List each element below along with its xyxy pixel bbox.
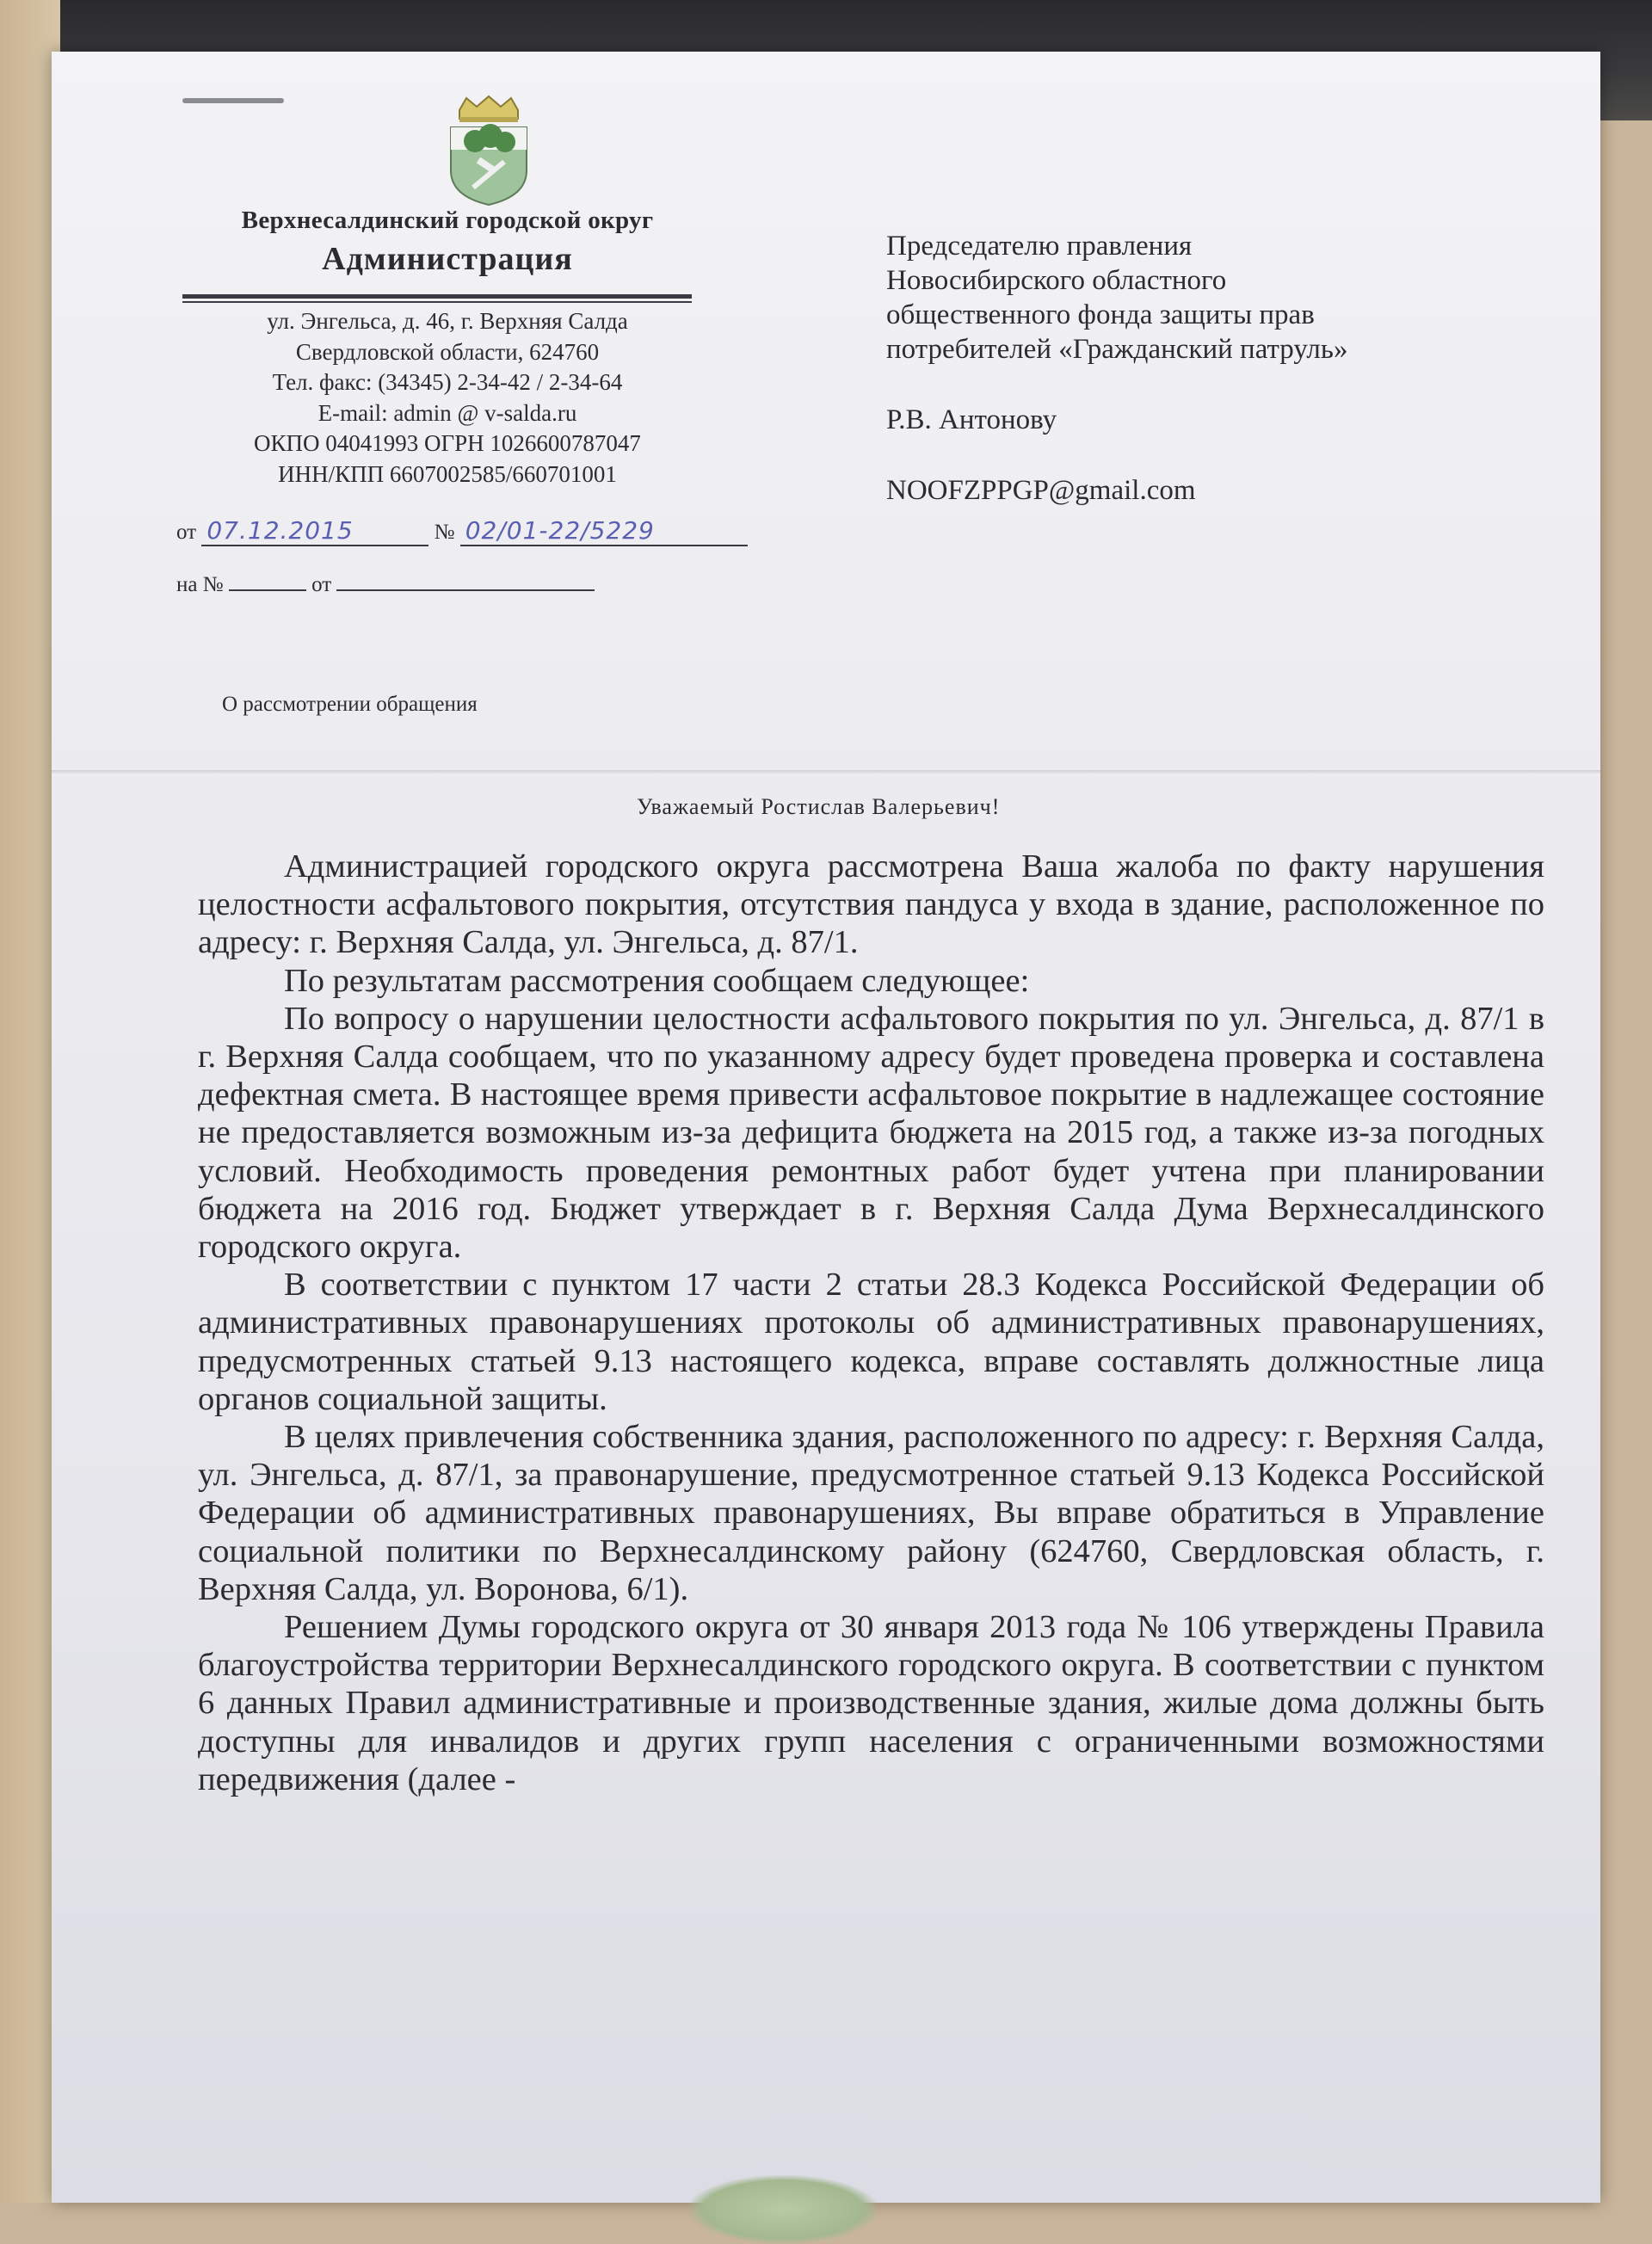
letter-body [198, 848, 1544, 1798]
handwritten-number: 02/01-22/5229 [460, 516, 748, 546]
reference-date-label: от [311, 573, 332, 596]
body-paragraph: По результатам рассмотрения сообщаем следующее: [284, 962, 1030, 999]
letterhead-okrug: Верхнесалдинский городской округ [241, 207, 654, 234]
handwritten-date: 07.12.2015 [201, 516, 428, 546]
paper-fold [52, 770, 1600, 775]
contact-line: ул. Энгельса, д. 46, г. Верхняя Салда [267, 308, 628, 334]
letterhead-rule [182, 294, 692, 299]
registration-line [176, 516, 748, 546]
fingertip [688, 2175, 878, 2244]
contact-line: Свердловской области, 624760 [295, 338, 600, 365]
letterhead-admin: Администрация [322, 241, 573, 277]
contact-line: ИНН/КПП 6607002585/660701001 [278, 460, 617, 487]
reference-number-blank [229, 572, 306, 591]
number-label: № [434, 521, 455, 544]
from-label: от [176, 521, 197, 544]
contact-line: Тел. факс: (34345) 2-34-42 / 2-34-64 [272, 369, 623, 395]
body-paragraph: В соответствии с пунктом 17 части 2 статьи 28.3 Кодекса Российской Федерации об административных правонарушениях протоколы об административных правонарушениях, предусмотренных статьей 9.13 настоящего кодекса, вправе составлять должностные лица органов социальной защиты. [198, 1267, 1544, 1417]
contact-line: E-mail: admin @ v-salda.ru [317, 399, 577, 426]
letterhead-rule-thin [182, 301, 692, 303]
body-paragraph: По вопросу о нарушении целостности асфальтового покрытия по ул. Энгельса, д. 87/1 в г. Верхняя Салда сообщаем, что по указанному адресу будет проведена проверка и составлена дефектная смета. В настоящее время привести асфальтовое покрытие в надлежащее состояние не предоставляется возможным из-за дефицита бюджета на 2015 год, а также из-за погодных условий. Необходимость проведения ремонтных работ будет учтена при планировании бюджета на 2016 год. Бюджет утверждает в г. Верхняя Салда Дума Верхнесалдинского городского округа. [198, 1000, 1544, 1266]
reference-date-blank [336, 572, 595, 591]
addressee-line: Новосибирского областного [886, 265, 1227, 296]
letterhead [138, 207, 757, 278]
reference-line [176, 572, 595, 597]
staple-mark [182, 98, 284, 103]
addressee-name: Р.В. Антонову [886, 404, 1057, 435]
subject-line: О рассмотрении обращения [222, 693, 478, 716]
addressee-email: NOOFZPPGP@gmail.com [886, 475, 1196, 506]
greeting: Уважаемый Ростислав Валерьевич! [637, 794, 1001, 819]
addressee-line: потребителей «Гражданский патруль» [886, 334, 1348, 365]
body-paragraph: Решением Думы городского округа от 30 января 2013 года № 106 утверждены Правила благоустройства территории Верхнесалдинского городского округа. В соответствии с пунктом 6 данных Правил административные и производственные здания, жилые дома должны быть доступны для инвалидов и других групп населения с ограниченными возможностями передвижения (далее - [198, 1609, 1544, 1797]
letterhead-contacts [155, 306, 740, 490]
body-paragraph: В целях привлечения собственника здания, расположенного по адресу: г. Верхняя Салда, ул. Энгельса, д. 87/1, за правонарушение, предусмотренное статьей 9.13 Кодекса Российской Федерации об административных правонарушениях, Вы вправе обратиться в Управление социальной политики по Верхнесалдинскому району (624760, Свердловская область, г. Верхняя Салда, ул. Воронова, 6/1). [198, 1419, 1544, 1607]
addressee-line: общественного фонда защиты прав [886, 299, 1315, 330]
addressee-block [886, 229, 1540, 508]
body-paragraph: Администрацией городского округа рассмотрена Ваша жалоба по факту нарушения целостности асфальтового покрытия, отсутствия пандуса у входа в здание, расположенное по адресу: г. Верхняя Салда, ул. Энгельса, д. 87/1. [198, 848, 1544, 961]
coat-of-arms-icon [441, 95, 537, 207]
contact-line: ОКПО 04041993 ОГРН 1026600787047 [254, 430, 641, 456]
reference-number-label: на № [176, 573, 224, 596]
addressee-line: Председателю правления [886, 231, 1193, 262]
